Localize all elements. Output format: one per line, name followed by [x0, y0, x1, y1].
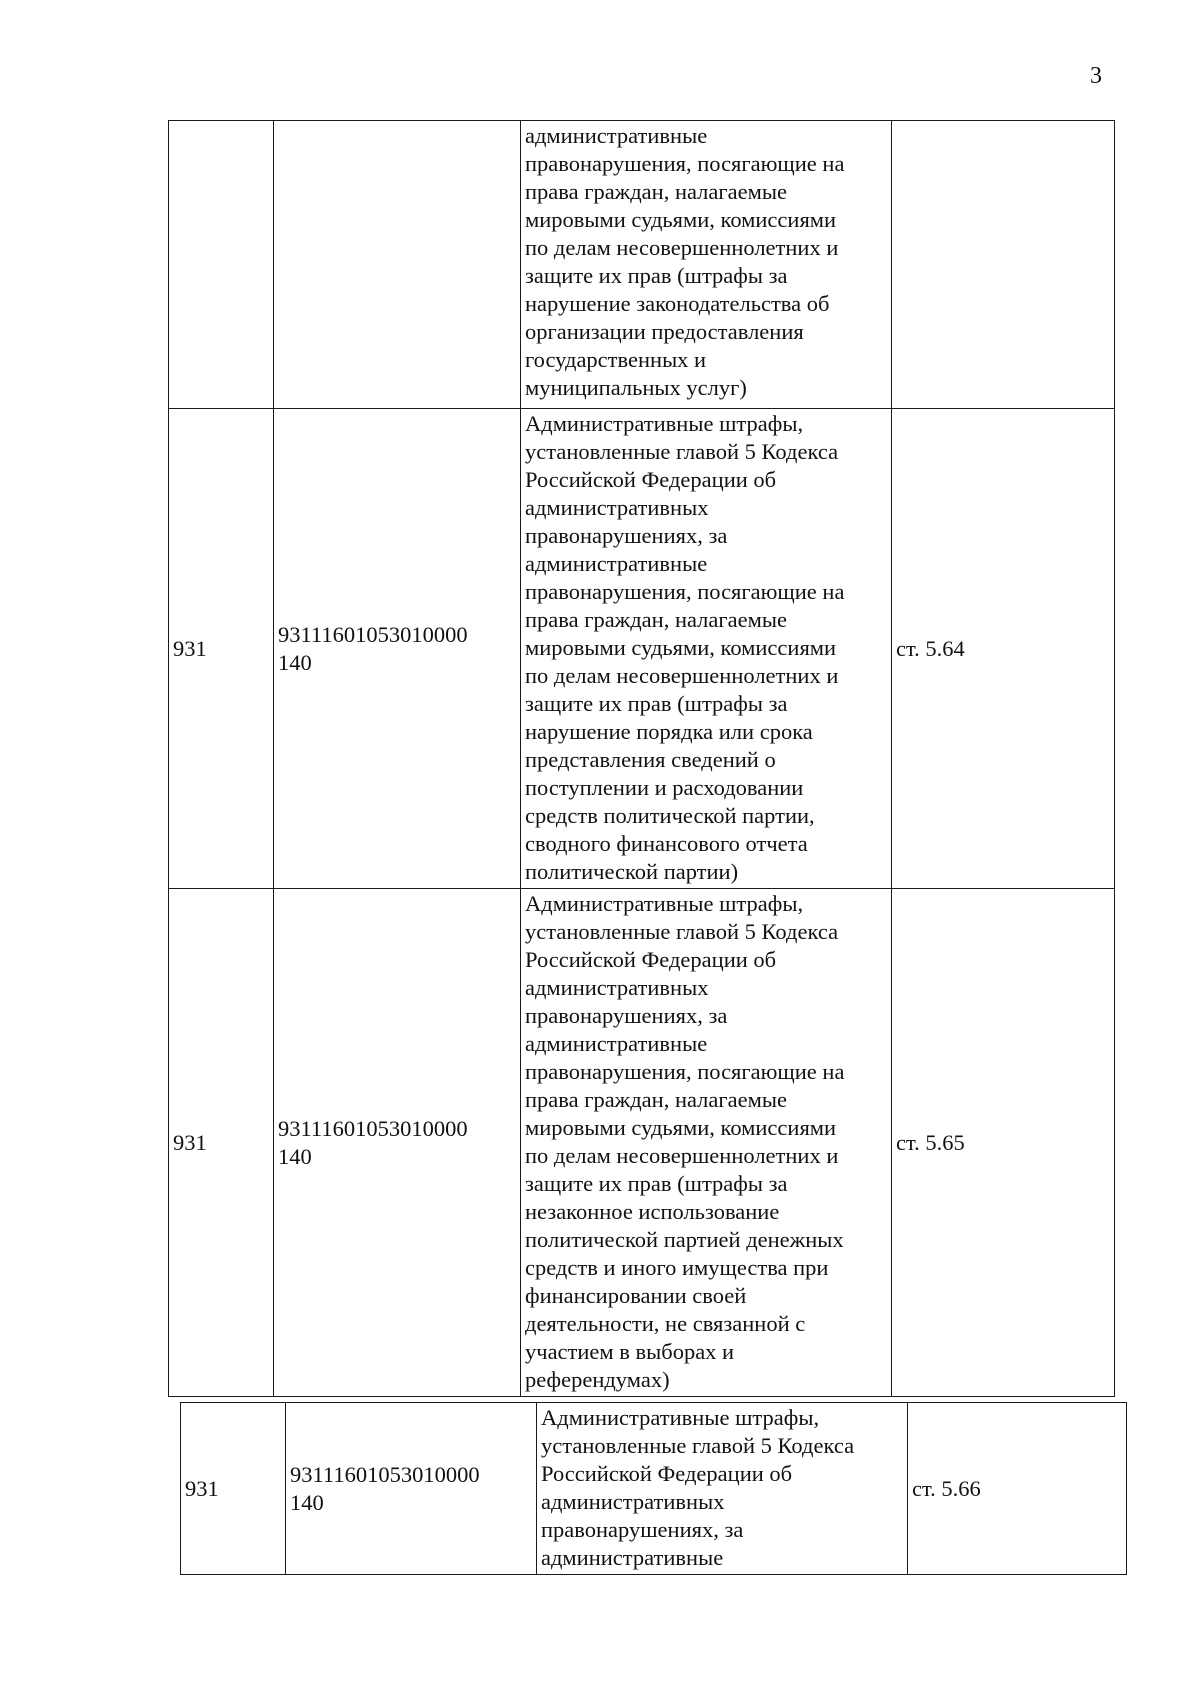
admin-code-cell: 931: [169, 889, 274, 1397]
table-row: [181, 1403, 1127, 1575]
admin-code-cell: [169, 121, 274, 409]
table-row: [169, 889, 1115, 1397]
kbk-code-cell: [274, 121, 521, 409]
table-row: [169, 121, 1115, 409]
table-row: [169, 409, 1115, 889]
page-number: 3: [1090, 63, 1102, 89]
article-cell: ст. 5.65: [892, 889, 1115, 1397]
fines-table-continued: [180, 1402, 1127, 1575]
description-cell: Административные штрафы, установленные главой 5 Кодекса Российской Федерации об административных правонарушениях, за административные: [537, 1403, 908, 1575]
description-cell: Административные штрафы, установленные главой 5 Кодекса Российской Федерации об административных правонарушениях, за административные правонарушения, посягающие на права граждан, налагаемые мировыми судьями, комиссиями по делам несовершеннолетних и защите их прав (штрафы за незаконное использование политической партией денежных средств и иного имущества при финансировании своей деятельности, не связанной с участием в выборах и референдумах): [521, 889, 892, 1397]
kbk-code-cell: 93111601053010000 140: [286, 1403, 537, 1575]
description-cell: Административные штрафы, установленные главой 5 Кодекса Российской Федерации об административных правонарушениях, за административные правонарушения, посягающие на права граждан, налагаемые мировыми судьями, комиссиями по делам несовершеннолетних и защите их прав (штрафы за нарушение порядка или срока представления сведений о поступлении и расходовании средств политической партии, сводного финансового отчета политической партии): [521, 409, 892, 889]
description-cell: административные правонарушения, посягающие на права граждан, налагаемые мировыми судьями, комиссиями по делам несовершеннолетних и защите их прав (штрафы за нарушение законодательства об организации предоставления государственных и муниципальных услуг): [521, 121, 892, 409]
kbk-code-cell: 93111601053010000 140: [274, 409, 521, 889]
admin-code-cell: 931: [181, 1403, 286, 1575]
admin-code-cell: 931: [169, 409, 274, 889]
kbk-code-cell: 93111601053010000 140: [274, 889, 521, 1397]
article-cell: ст. 5.64: [892, 409, 1115, 889]
fines-table: [168, 120, 1115, 1397]
article-cell: [892, 121, 1115, 409]
article-cell: ст. 5.66: [908, 1403, 1127, 1575]
